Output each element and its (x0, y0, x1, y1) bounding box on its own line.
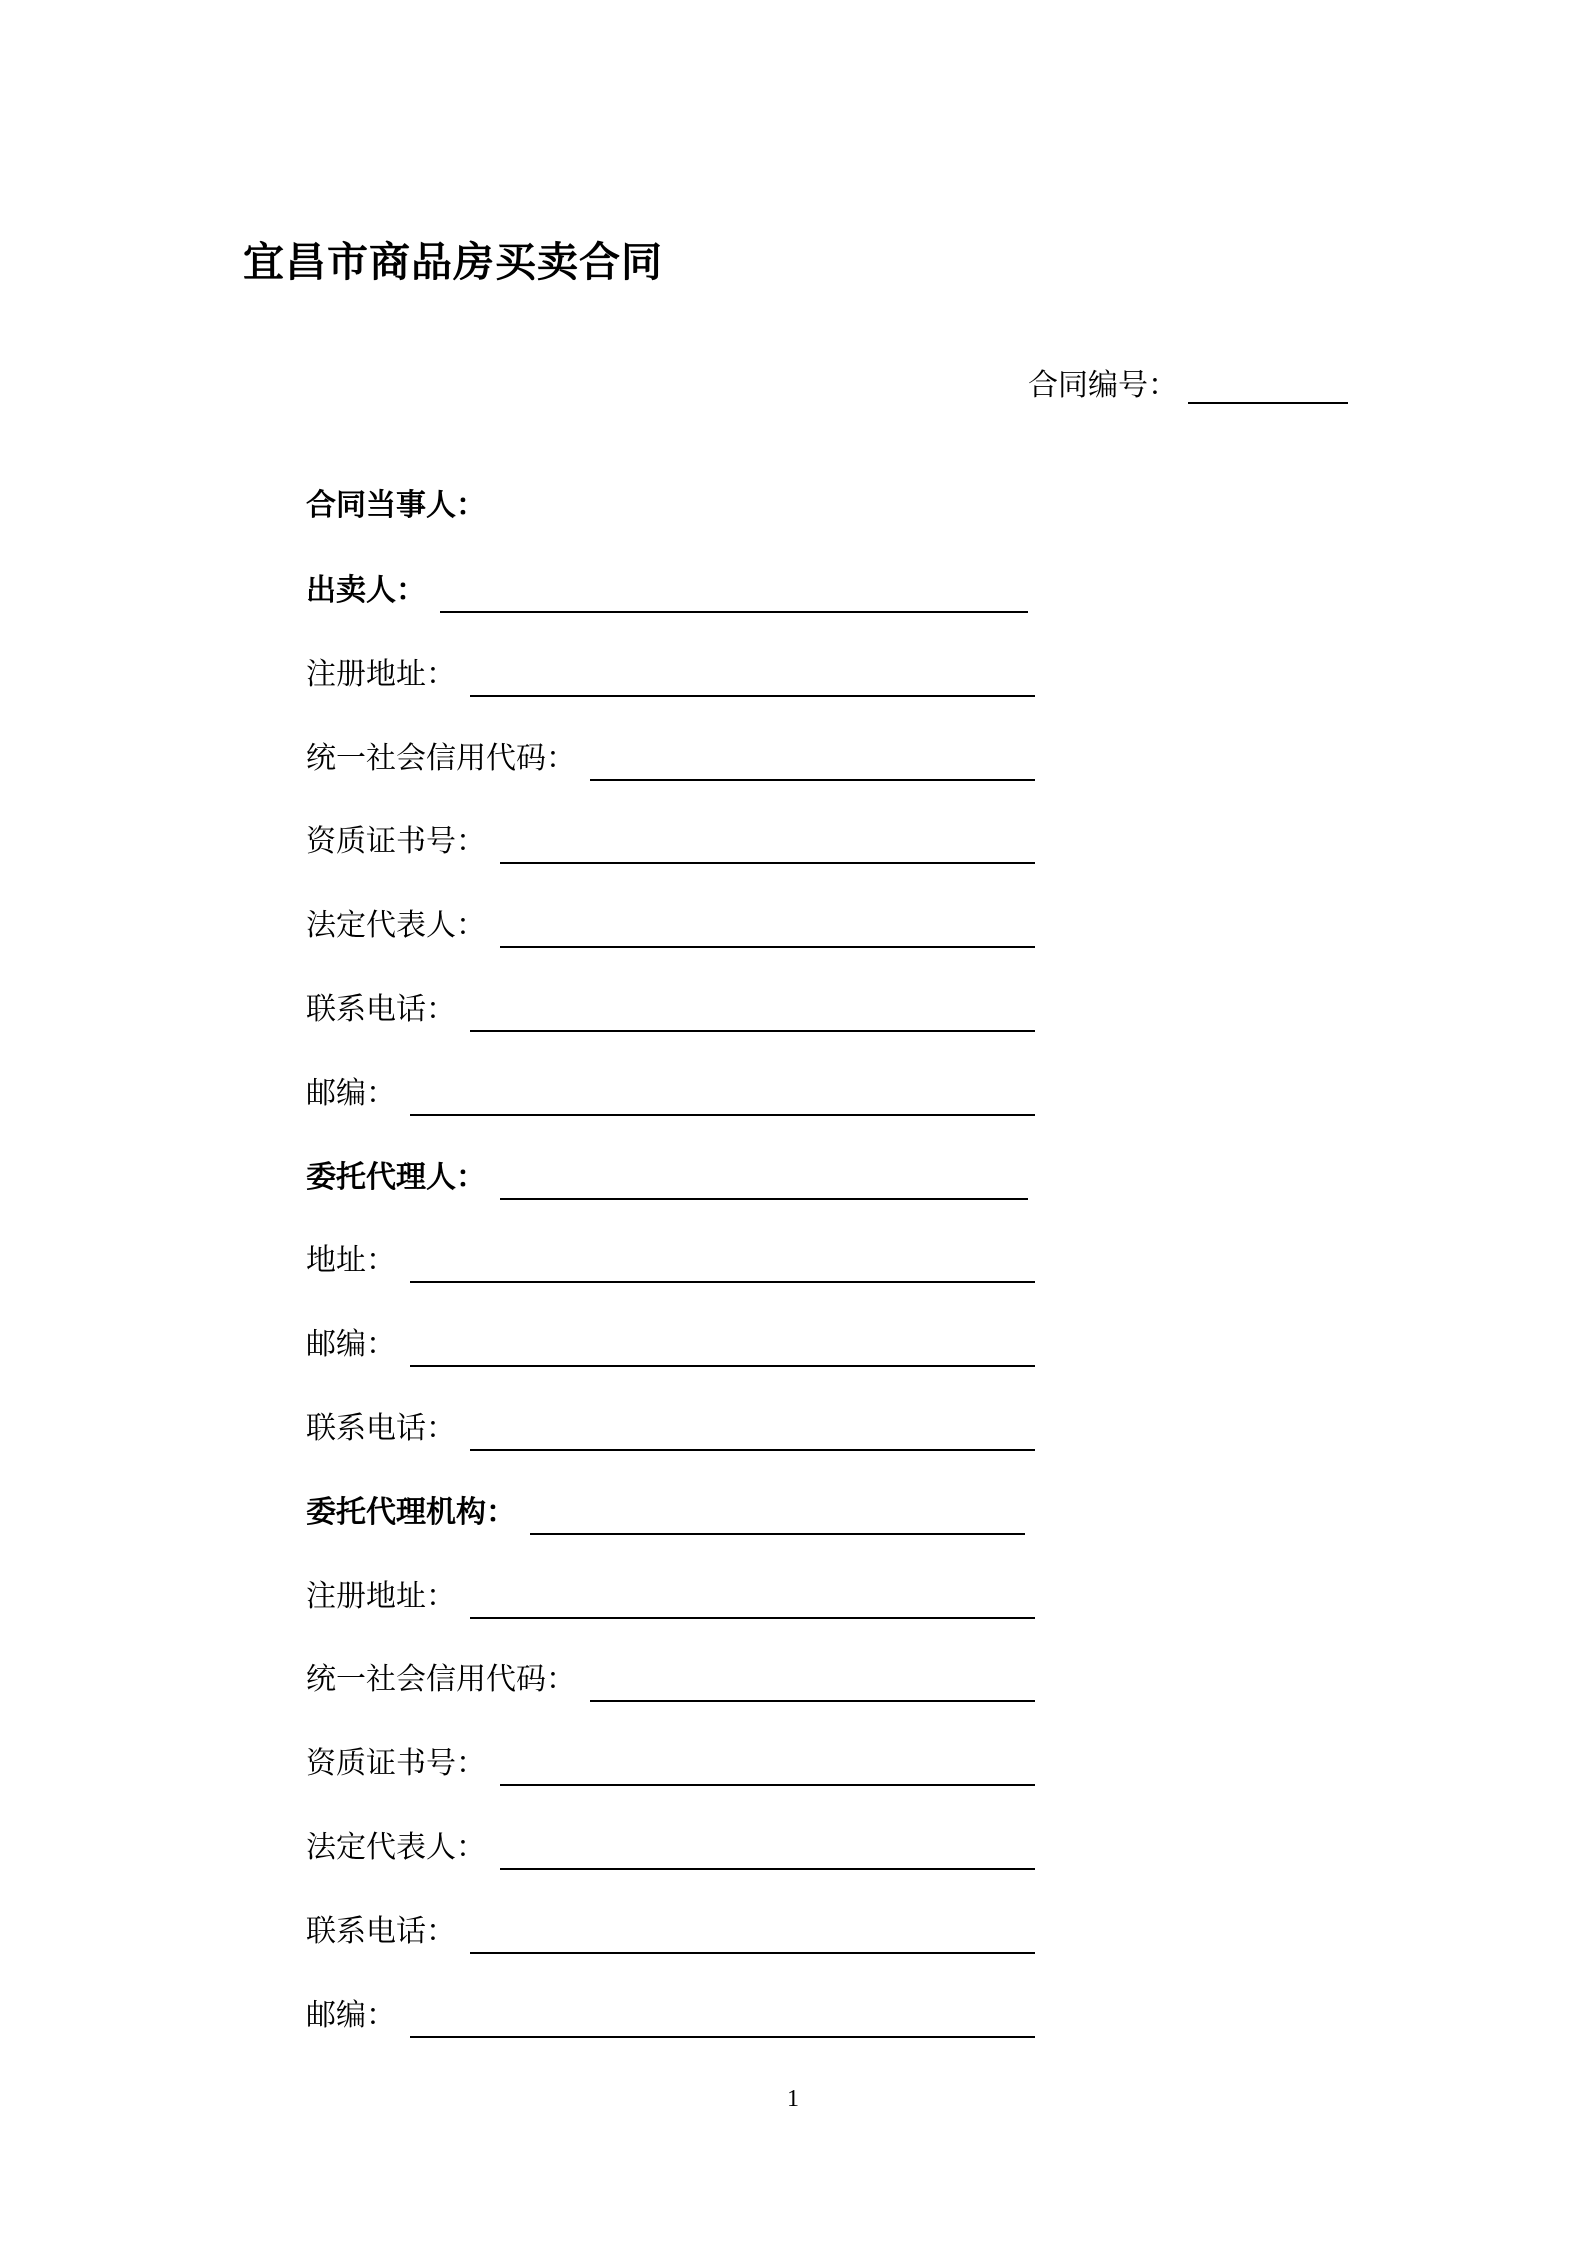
field-label: 邮编： (306, 1998, 396, 2033)
field-row (306, 1070, 1035, 1116)
field-blank[interactable] (500, 1744, 1035, 1786)
field-row (306, 1824, 1035, 1870)
field-blank[interactable] (500, 1828, 1035, 1870)
field-label: 注册地址： (306, 1579, 456, 1614)
field-row (306, 1237, 1035, 1283)
field-blank[interactable] (470, 655, 1035, 697)
page-number: 1 (787, 2086, 799, 2112)
contract-number-blank[interactable] (1188, 362, 1348, 404)
field-label: 注册地址： (306, 657, 456, 692)
field-blank[interactable] (530, 1493, 1025, 1535)
field-blank[interactable] (590, 739, 1035, 781)
field-label: 联系电话： (306, 992, 456, 1027)
contract-number-label: 合同编号： (1028, 368, 1178, 403)
field-row (306, 1321, 1035, 1367)
field-label: 联系电话： (306, 1914, 456, 1949)
field-blank[interactable] (500, 822, 1035, 864)
field-label: 邮编： (306, 1076, 396, 1111)
field-blank[interactable] (410, 1241, 1035, 1283)
field-label: 统一社会信用代码： (306, 1662, 576, 1697)
field-blank[interactable] (500, 1158, 1028, 1200)
field-row (306, 1992, 1035, 2038)
field-blank[interactable] (470, 1577, 1035, 1619)
field-blank[interactable] (410, 1325, 1035, 1367)
field-row (306, 1656, 1035, 1702)
field-blank[interactable] (440, 571, 1028, 613)
contract-number-row (1028, 360, 1348, 404)
field-blank[interactable] (470, 1912, 1035, 1954)
field-label: 资质证书号： (306, 824, 486, 859)
field-blank[interactable] (470, 1409, 1035, 1451)
field-row (306, 1740, 1035, 1786)
field-row (306, 1154, 1028, 1200)
field-row (306, 1573, 1035, 1619)
field-row (306, 902, 1035, 948)
document-title: 宜昌市商品房买卖合同 (243, 238, 663, 286)
field-label: 统一社会信用代码： (306, 741, 576, 776)
field-label: 邮编： (306, 1327, 396, 1362)
field-blank[interactable] (410, 1074, 1035, 1116)
field-blank[interactable] (500, 906, 1035, 948)
field-blank[interactable] (590, 1660, 1035, 1702)
field-row (306, 1489, 1025, 1535)
field-row (306, 1405, 1035, 1451)
field-label: 资质证书号： (306, 1746, 486, 1781)
field-row (306, 567, 1028, 613)
field-blank[interactable] (470, 990, 1035, 1032)
field-row (306, 1908, 1035, 1954)
field-label: 委托代理人： (306, 1160, 486, 1195)
field-label: 法定代表人： (306, 908, 486, 943)
field-row (306, 986, 1035, 1032)
field-blank[interactable] (410, 1996, 1035, 2038)
field-label: 联系电话： (306, 1411, 456, 1446)
field-row (306, 651, 1035, 697)
field-row (306, 818, 1035, 864)
parties-heading: 合同当事人： (306, 488, 486, 523)
field-label: 出卖人： (306, 573, 426, 608)
field-row (306, 735, 1035, 781)
field-label: 地址： (306, 1243, 396, 1278)
field-label: 委托代理机构： (306, 1495, 516, 1530)
field-label: 法定代表人： (306, 1830, 486, 1865)
